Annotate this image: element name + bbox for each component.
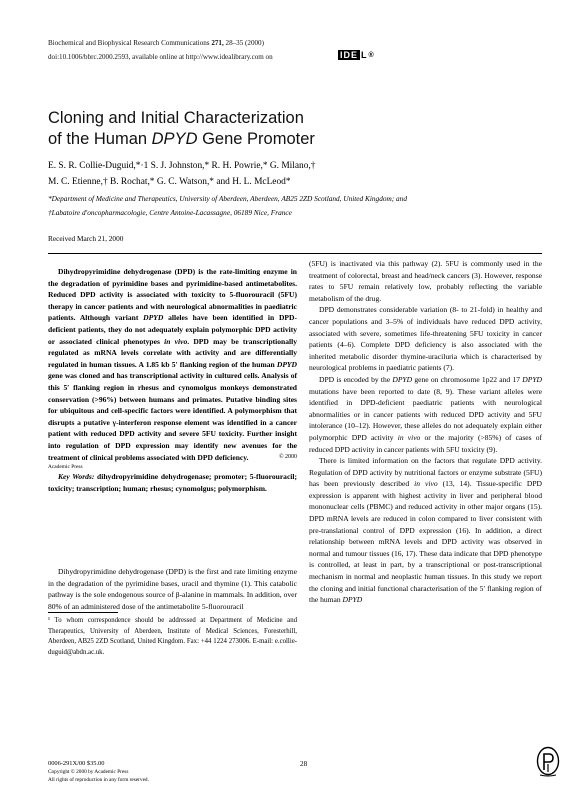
right-column <box>309 258 542 606</box>
abstract-in-vivo: in vivo <box>164 336 188 346</box>
journal-volume: 271, <box>211 39 224 47</box>
p4-gene: DPYD <box>342 595 363 605</box>
abstract-text-2: alleles have been identified in DPD-deficient patients, they do not adequately explain polymorphic DPD activity or associated clinical phenotypes <box>48 313 297 346</box>
footnote-divider <box>48 612 118 613</box>
header-divider <box>48 253 542 254</box>
right-paragraph-4 <box>309 455 542 606</box>
author-list <box>48 158 568 190</box>
intro-paragraph <box>48 566 297 612</box>
abstract-gene-1: DPYD <box>143 313 164 323</box>
right-paragraph-3 <box>309 374 542 455</box>
abstract-text-1: Dihydropyrimidine dehydrogenase (DPD) is the rate-limiting enzyme in the degradation of pyrimidine bases and pyrimidine-based antimetabolites. Reduced DPD activity is associated with toxicity to 5-fluorouracil (5FU) therapy in cancer patients and with neurological abnormalities in paediatric patients. Although variant <box>48 267 297 323</box>
abstract-text-3: . DPD may be transcriptionally regulated as mRNA levels correlate with activity and are differentially regulated in human tissues. A 1.85 kb 5′ flanking region of the human <box>48 336 297 369</box>
authors-line-1: E. S. R. Collie-Duguid,*·1 S. J. Johnston,* R. H. Powrie,* G. Milano,† <box>48 161 316 171</box>
page-footer <box>48 760 149 784</box>
p3-in-vivo: in vivo <box>397 432 421 442</box>
p4-text-2: (13, 14). Tissue-specific DPD expression is apparent with highest activity in liver and peripheral blood mononuclear cells (PBMC) and reduced activity in other major organs (15). DPD mRNA levels are reduced in colon compared to liver consistent with pre-translational control of DPD expression (16). In addition, a direct relationship between mRNA levels and DPD activity was observed in normal and tumour tissues (16, 17). These data indicate that DPD phenotype is controlled, at least in part, by a transcriptional or post-transcriptional mechanism in normal and neoplastic human tissues. In this study we report the cloning and initial functional characterisation of the 5′ flanking region of the human <box>309 479 542 605</box>
abstract-text <box>48 266 297 463</box>
abstract-publisher: Academic Press <box>48 464 83 471</box>
title-line-2 <box>48 129 315 150</box>
page-number: 28 <box>300 760 308 768</box>
abstract-gene-2: DPYD <box>276 359 297 369</box>
affiliation-2: †Labatoire d'oncopharmacologie, Centre Antoine-Lacassagne, 06189 Nice, France <box>48 207 292 217</box>
title-line-2-post: Gene Promoter <box>197 130 315 148</box>
affiliations <box>48 192 578 219</box>
authors-line-2: M. C. Etienne,† B. Rochat,* G. C. Watson,* and H. L. McLeod* <box>48 177 291 187</box>
footnote: ¹ To whom correspondence should be addressed at Department of Medicine and Therapeutics, University of Aberdeen, Institute of Medical Sciences, Foresterhill, Aberdeen, AB25 2ZD Scotland, United Kingdom. Fax: +44 1224 273006. E-mail: e.collie-duguid@abdn.ac.uk. <box>48 617 297 656</box>
ideal-logo-box: IDE <box>340 50 359 60</box>
intro-text: Dihydropyrimidine dehydrogenase (DPD) is the first and rate limiting enzyme in the degradation of the pyrimidine bases, uracil and thymine (1). This catabolic pathway is the sole endogenous source of β-alanine in mammals. In addition, over 80% of an administered dose of the antimetabolite 5-fluorouracil <box>48 567 297 611</box>
p4-in-vivo: in vivo <box>414 479 438 489</box>
p3-text-3: mutations have been reported to date (8, 9). These variant alleles were identified in DPD-deficient paediatric patients with neurological abnormalities or in cancer patients with reduced DPD activity and 5FU intolerance (10–12). However, these alleles do not adequately explain either polymorphic DPD activity <box>309 386 542 442</box>
abstract-copyright: © 2000 <box>278 453 297 460</box>
key-words-text: dihydropyrimidine dehydrogenase; promoter; 5-fluorouracil; toxicity; transcription; human; rhesus; cynomolgus; polymorphism. <box>48 472 297 493</box>
abstract-text-4: gene was cloned and has transcriptional activity in cultured cells. Analysis of this 5′ flanking region in rhesus and cynomolgus monkeys demonstrated conservation (>96%) between humans and primates. Putative binding sites for ubiquitous and cell-specific factors were identified. A polymorphism that disrupts a putative γ-interferon response element was identified in a cancer patient with reduced DPD activity and severe 5FU toxicity. Further insight into regulation of DPD expression may identify new avenues for the treatment of clinical problems associated with DPD deficiency. <box>48 371 297 462</box>
key-words <box>48 471 297 494</box>
p3-text-1: DPD is encoded by the <box>319 374 393 384</box>
right-paragraph-1: (5FU) is inactivated via this pathway (2). 5FU is commonly used in the treatment of colorectal, breast and head/neck cancers (3). However, response rates to 5FU remain relatively low, probably reflecting the variable metabolism of the drug. <box>309 259 542 303</box>
p4-text-1: There is limited information on the factors that regulate DPD activity. Regulation of DPD activity by nutritional factors or enzyme substrate (5FU) has been previously described <box>309 456 542 489</box>
p3-gene-2: DPYD <box>522 374 542 384</box>
p3-gene-1: DPYD <box>392 374 413 384</box>
journal-pages: 28–35 (2000) <box>225 39 264 47</box>
key-words-label: Key Words: <box>58 472 95 482</box>
journal-header <box>48 36 273 64</box>
academic-press-logo-icon <box>536 746 560 778</box>
footer-issn: 0006-291X/00 $35.00 <box>48 760 105 767</box>
p3-text-2: gene on chromosome 1p22 and 17 <box>412 374 523 384</box>
p3-text-4: or the majority (>85%) of cases of reduced DPD activity in cancer patients with 5FU toxicity (9). <box>309 432 543 454</box>
journal-name: Biochemical and Biophysical Research Communications <box>48 39 210 47</box>
title-gene: DPYD <box>151 130 198 148</box>
footer-rights: All rights of reproduction in any form reserved. <box>48 777 149 783</box>
article-title <box>48 108 315 150</box>
title-line-2-pre: of the Human <box>48 130 152 148</box>
affiliation-1: *Department of Medicine and Therapeutics, University of Aberdeen, Aberdeen, AB25 2ZD Scotland, United Kingdom; and <box>48 194 407 203</box>
doi-line: doi:10.1006/bbrc.2000.2593, available online at http://www.idealibrary.com on <box>48 53 273 61</box>
abstract <box>48 266 297 494</box>
right-paragraph-2: DPD demonstrates considerable variation (8- to 21-fold) in healthy and cancer populations and 3–5% of individuals have reduced DPD activity, associated with severe, sometimes life-threatening 5FU toxicity in cancer patients (4–6). Complete DPD deficiency is also associated with the inherited metabolic disorder thymine-uraciluria which is characterised by neurological problems in paediatric patients (7). <box>309 305 542 373</box>
journal-citation <box>48 36 273 50</box>
received-date: Received March 21, 2000 <box>48 234 124 243</box>
ideal-logo-tail: L <box>361 50 368 60</box>
ideal-logo: IDE L ® <box>340 50 375 60</box>
footer-copyright: Copyright © 2000 by Academic Press <box>48 769 129 775</box>
title-line-1: Cloning and Initial Characterization <box>48 109 304 127</box>
